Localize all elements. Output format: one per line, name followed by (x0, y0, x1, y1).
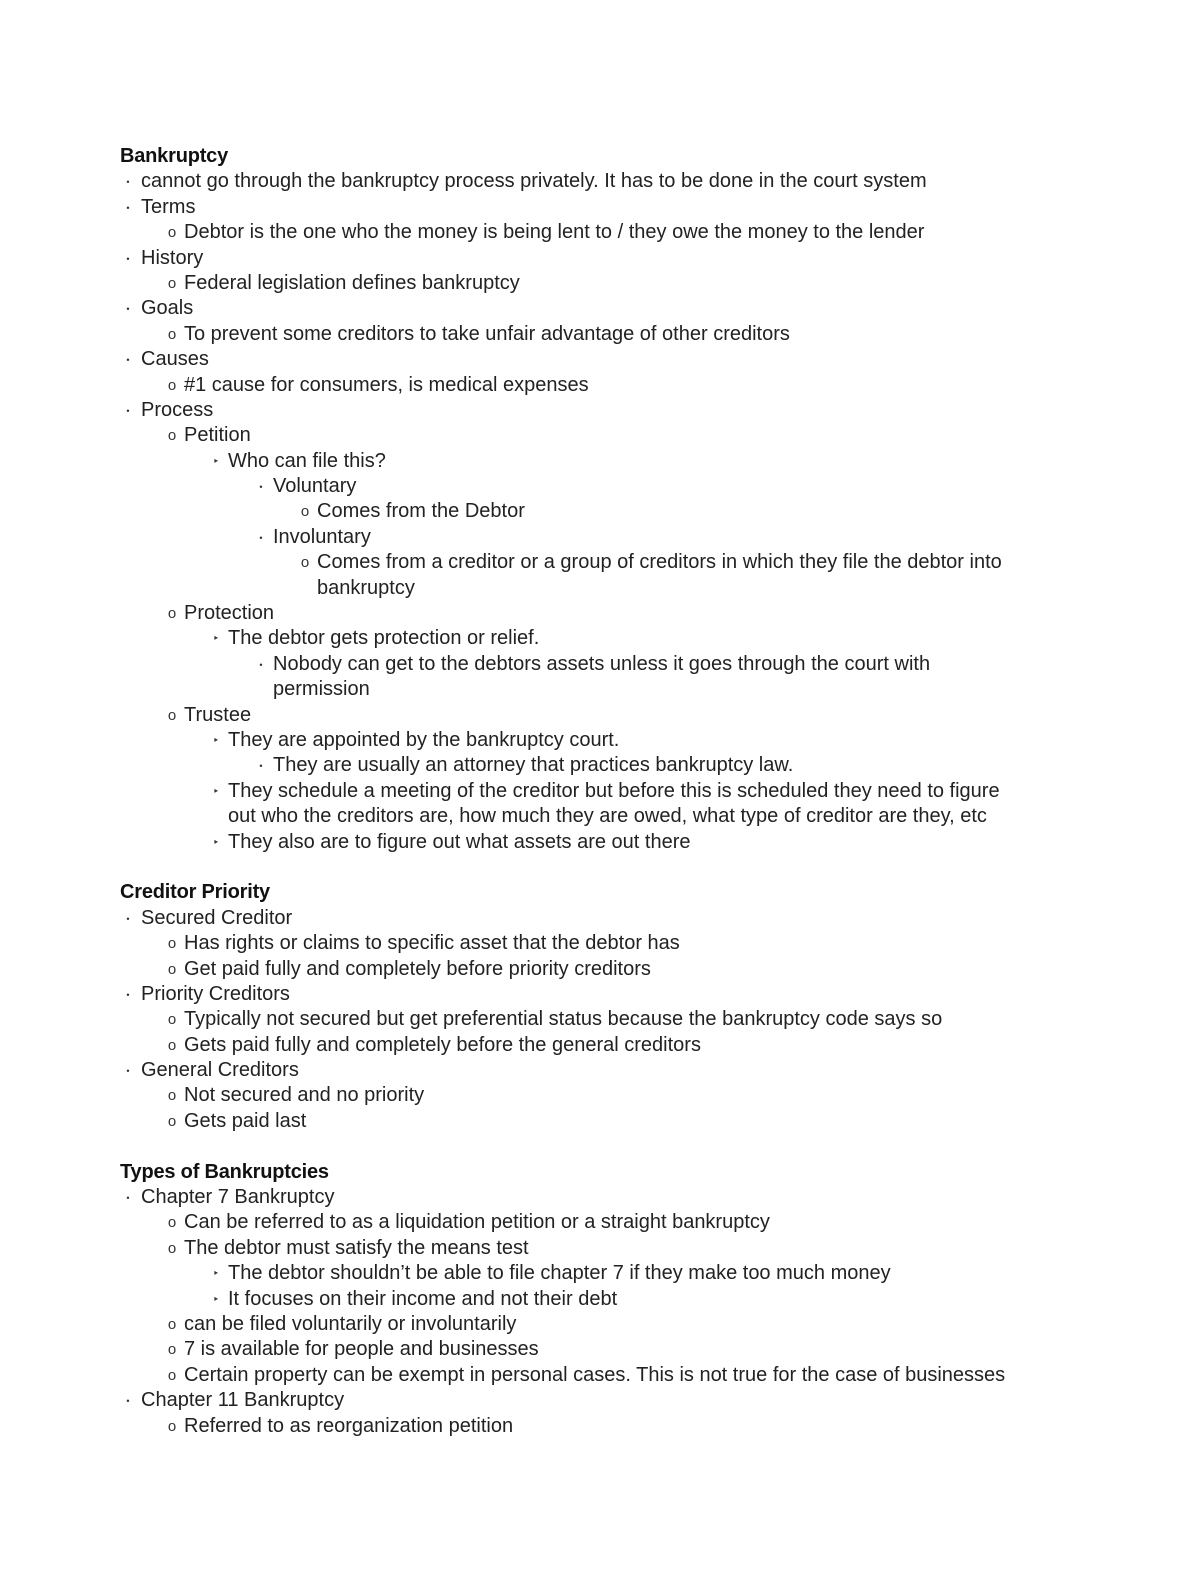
outline-item-text: can be filed voluntarily or involuntarily (184, 1312, 517, 1335)
outline-item-text: Secured Creditor (141, 906, 293, 929)
bullet-marker: o (167, 1036, 177, 1054)
bullet-marker: • (126, 989, 130, 1000)
outline-item-level-4 (120, 753, 1120, 778)
outline-item-text: Debtor is the one who the money is being lent to / they owe the money to the lender (184, 221, 925, 244)
outline-item-text: Causes (141, 348, 209, 371)
outline-item-text: They are appointed by the bankruptcy court. (228, 728, 620, 751)
outline-item-level-2 (120, 957, 1120, 982)
outline-item-text: Not secured and no priority (184, 1084, 425, 1107)
outline-item-level-2 (120, 423, 1120, 448)
outline-item-level-3 (120, 728, 1120, 753)
outline-item-text: #1 cause for consumers, is medical expenses (184, 373, 589, 396)
outline-item-level-2 (120, 1033, 1120, 1058)
bullet-marker: o (167, 274, 177, 292)
outline-item-text: They schedule a meeting of the creditor but before this is scheduled they need to figure (228, 779, 1000, 802)
bullet-marker: • (126, 405, 130, 416)
bullet-marker: • (259, 532, 263, 543)
bullet-marker: o (167, 224, 177, 242)
outline-item-text: Gets paid last (184, 1109, 307, 1132)
bullet-marker: ‣ (212, 633, 220, 646)
bullet-marker: • (126, 1396, 130, 1407)
outline-item-text: Chapter 7 Bankruptcy (141, 1186, 335, 1209)
outline-item-text: Certain property can be exempt in personal cases. This is not true for the case of businesses (184, 1363, 1006, 1386)
outline-item-text: Can be referred to as a liquidation petition or a straight bankruptcy (184, 1211, 770, 1234)
outline-item-level-1 (120, 398, 1120, 423)
outline-item-text: cannot go through the bankruptcy process privately. It has to be done in the court system (141, 170, 927, 193)
bullet-marker: o (167, 427, 177, 445)
outline-item-text: To prevent some creditors to take unfair advantage of other creditors (184, 322, 790, 345)
section-spacer (120, 1134, 1120, 1159)
outline-item-text: The debtor must satisfy the means test (184, 1236, 529, 1259)
outline-item-text: Petition (184, 424, 251, 447)
bullet-marker: • (126, 202, 130, 213)
bullet-marker: • (259, 761, 263, 772)
bullet-marker: o (167, 605, 177, 623)
outline-item-level-3 (120, 1261, 1120, 1286)
outline-item-level-2 (120, 1007, 1120, 1032)
bullet-marker: • (126, 1193, 130, 1204)
bullet-marker: o (167, 1341, 177, 1359)
bullet-marker: • (126, 913, 130, 924)
outline-item-text: Trustee (184, 703, 252, 726)
outline-item-level-3 (120, 449, 1120, 474)
outline-item-level-1 (120, 195, 1120, 220)
outline-item-text: History (141, 246, 204, 269)
outline-item-level-2 (120, 322, 1120, 347)
bullet-marker: o (167, 376, 177, 394)
outline-item-text: It focuses on their income and not their debt (228, 1287, 618, 1310)
outline-item-level-2 (120, 703, 1120, 728)
outline-item-level-3 (120, 804, 1120, 829)
outline-item-text: permission (273, 678, 370, 701)
bullet-marker: o (167, 1011, 177, 1029)
outline-item-text: Comes from the Debtor (317, 500, 525, 523)
bullet-marker: • (259, 482, 263, 493)
outline-item-text: Goals (141, 297, 194, 320)
outline-item-text: Gets paid fully and completely before the general creditors (184, 1033, 701, 1056)
outline-item-text: Involuntary (273, 525, 371, 548)
outline-item-level-5 (120, 576, 1120, 601)
outline-item-text: Terms (141, 195, 196, 218)
outline-item-level-2 (120, 1312, 1120, 1337)
outline-item-level-2 (120, 1414, 1120, 1439)
outline-item-level-5 (120, 550, 1120, 575)
outline-item-level-5 (120, 499, 1120, 524)
outline-item-text: Nobody can get to the debtors assets unless it goes through the court with (273, 652, 931, 675)
outline-item-level-1 (120, 1058, 1120, 1083)
bullet-marker: • (126, 1066, 130, 1077)
bullet-marker: o (167, 1239, 177, 1257)
bullet-marker: • (259, 659, 263, 670)
outline-item-level-1 (120, 246, 1120, 271)
outline-item-level-2 (120, 931, 1120, 956)
outline-item-text: They are usually an attorney that practices bankruptcy law. (273, 754, 794, 777)
bullet-marker: o (167, 706, 177, 724)
outline-item-level-2 (120, 1083, 1120, 1108)
bullet-marker: o (167, 935, 177, 953)
bullet-marker: ‣ (212, 1268, 220, 1281)
outline-item-text: The debtor gets protection or relief. (228, 627, 540, 650)
bullet-marker: ‣ (212, 734, 220, 747)
outline-item-level-1 (120, 347, 1120, 372)
outline-item-text: Has rights or claims to specific asset that the debtor has (184, 932, 680, 955)
outline-item-level-1 (120, 906, 1120, 931)
outline-item-text: Referred to as reorganization petition (184, 1414, 514, 1437)
bullet-marker: o (167, 1087, 177, 1105)
outline-item-level-3 (120, 830, 1120, 855)
outline-item-text: Federal legislation defines bankruptcy (184, 271, 520, 294)
section-heading: Creditor Priority (120, 881, 270, 904)
outline-item-level-4 (120, 677, 1120, 702)
section-spacer (120, 855, 1120, 880)
bullet-marker: • (126, 304, 130, 315)
outline-item-text: Protection (184, 602, 275, 625)
outline-item-text: Comes from a creditor or a group of creditors in which they file the debtor into (317, 551, 1002, 574)
outline-item-text: bankruptcy (317, 576, 415, 599)
outline-item-text: Get paid fully and completely before priority creditors (184, 957, 651, 980)
bullet-marker: o (167, 325, 177, 343)
bullet-marker: ‣ (212, 1293, 220, 1306)
bullet-marker: o (167, 960, 177, 978)
outline-item-text: They also are to figure out what assets are out there (228, 830, 691, 853)
bullet-marker: • (126, 253, 130, 264)
outline-item-level-4 (120, 652, 1120, 677)
outline-item-text: Process (141, 398, 214, 421)
outline-item-level-1 (120, 982, 1120, 1007)
bullet-marker: o (167, 1112, 177, 1130)
outline-item-text: Priority Creditors (141, 982, 290, 1005)
outline-item-level-2 (120, 373, 1120, 398)
outline-item-text: 7 is available for people and businesses (184, 1338, 539, 1361)
outline-item-level-2 (120, 1236, 1120, 1261)
outline-item-level-2 (120, 1109, 1120, 1134)
outline-item-text: General Creditors (141, 1059, 299, 1082)
bullet-marker: ‣ (212, 785, 220, 798)
outline-item-level-3 (120, 779, 1120, 804)
section-heading: Types of Bankruptcies (120, 1160, 329, 1183)
bullet-marker: o (167, 1214, 177, 1232)
bullet-marker: o (167, 1315, 177, 1333)
outline-item-text: out who the creditors are, how much they are owed, what type of creditor are they, etc (228, 805, 987, 828)
bullet-marker: • (126, 177, 130, 188)
outline-item-level-2 (120, 601, 1120, 626)
outline-item-level-2 (120, 1337, 1120, 1362)
outline-item-level-2 (120, 1210, 1120, 1235)
outline-item-level-2 (120, 1363, 1120, 1388)
outline-item-level-2 (120, 271, 1120, 296)
section-heading: Bankruptcy (120, 145, 229, 167)
outline-item-text: Who can file this? (228, 449, 386, 472)
bullet-marker: • (126, 355, 130, 366)
outline-item-level-3 (120, 626, 1120, 651)
bullet-marker: o (167, 1366, 177, 1384)
bullet-marker: o (167, 1417, 177, 1435)
bullet-marker: o (300, 554, 310, 572)
outline-item-text: Chapter 11 Bankruptcy (141, 1389, 345, 1412)
outline-item-level-1 (120, 1185, 1120, 1210)
bullet-marker: ‣ (212, 455, 220, 468)
bullet-marker: o (300, 503, 310, 521)
outline-item-level-1 (120, 169, 1120, 194)
bullet-marker: ‣ (212, 836, 220, 849)
outline-item-level-3 (120, 1287, 1120, 1312)
outline-item-level-1 (120, 1388, 1120, 1413)
outline-item-text: Typically not secured but get preferential status because the bankruptcy code says so (184, 1008, 943, 1031)
outline-item-level-2 (120, 220, 1120, 245)
outline-item-text: The debtor shouldn’t be able to file chapter 7 if they make too much money (228, 1262, 891, 1285)
outline-item-level-4 (120, 525, 1120, 550)
outline-item-level-4 (120, 474, 1120, 499)
outline-item-level-1 (120, 296, 1120, 321)
outline-item-text: Voluntary (273, 475, 357, 498)
notes-document (120, 144, 1120, 1439)
